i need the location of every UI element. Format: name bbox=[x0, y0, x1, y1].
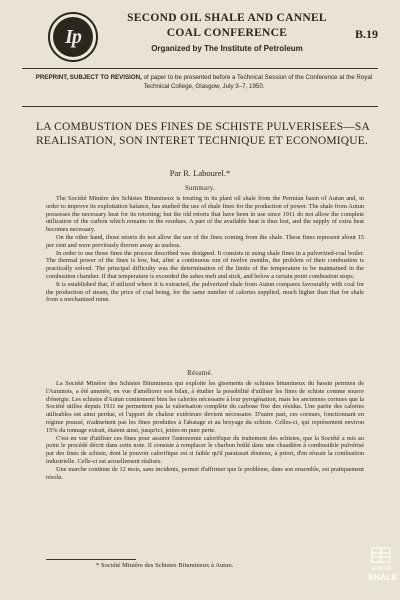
paper-code: B.19 bbox=[354, 27, 378, 41]
summary-paragraph: It is established that, if utilized where it is extracted, the pulverized shale from Autun compares favourably with coal for the production of steam, the price of coal being, for the same number of calories supplied, much higher than that for shale from a mechanized mine. bbox=[46, 280, 364, 304]
preprint-text: of paper to be presented before a Technical Session of the Conference at the Royal Technical College, Glasgow, July 3–7, 1950. bbox=[141, 74, 373, 91]
article-title: LA COMBUSTION DES FINES DE SCHISTE PULVERISEES—SA REALISATION, SON INTERET TECHNIQUE ET ECONOMIQUE. bbox=[36, 121, 370, 147]
footnote: * Société Minière des Schistes Bitumineux à Autun. bbox=[96, 562, 234, 569]
resume-paragraph: La Société Minière des Schistes Bitumineux qui exploite les gisements de schistes bitumineux du bassin permien de l'Autunois, a été amenée, en vue d'améliorer son bilan, à étudier la possibilité d'utiliser les fines de schiste comme source d'énergie. Les schistes d'Autun contiennent bien les calories nécessaire à leur pyrogénation, mais les anciennes cornues que la Société utilise depuis 1911 ne permettent pas la valorisation complète du carbone fixe des résidus. Une partie des calories utilisables est ainsi perdue, et l'apport de chaleur extérieure devient nécessaire. D'autre part, ces cornues, fonctionnant en régime poussé, n'admettent pas les fines produites à l'abatage et au broyage du schiste. Celles-ci, qui représentent environ 15% du tonnage extrait, étaient ainsi, jusqu'ici, jetées en pure perte. bbox=[46, 380, 364, 434]
shale-logo-icon bbox=[368, 546, 394, 564]
summary-paragraph: In order to use those fines the process described was designed. It consists in using shale fines in a pulverized-coal boiler. The thermal power of the fines is low, but, after a continuous run of twelve months, the problem of their combustion is practically solved. The principal difficulty was the determination of the limits of the temperature to be maintained in the combustion chamber. If that temperature is exceeded the ashes melt and stick, and below a certain point combustion stops. bbox=[46, 249, 364, 280]
institute-of-petroleum-logo bbox=[48, 12, 98, 62]
scottish-shale-watermark bbox=[368, 546, 398, 594]
preprint-divider bbox=[22, 106, 378, 107]
watermark-line2: SHALE bbox=[368, 573, 398, 582]
resume-paragraph: C'est en vue d'utiliser ces fines pour assurer l'autonomie calorifique du traitement des schistes, que la Société a mis au point le procédé décrit dans cette note. Il consiste à remplacer le charbon brûlé dans une chaudière à combustible pulvérisé par des fines de schiste, dont le pouvoir calorifique est si faible qu'il paraissait douteux, à priori, d'en réussir la combustion industrielle. Celle-ci est actuellement réalisée. bbox=[46, 434, 364, 465]
footnote-divider bbox=[46, 559, 136, 560]
summary-heading: Summary. bbox=[184, 185, 216, 192]
summary-body bbox=[46, 195, 364, 304]
organizer-line: Organized by The Institute of Petroleum bbox=[151, 44, 303, 53]
header-divider bbox=[22, 68, 378, 69]
resume-heading: Résumé. bbox=[187, 370, 213, 377]
summary-paragraph: The Société Minière des Schistes Bitumineux is treating in its plant oil shale from the Permian basin of Autun and, in order to improve its exploitation balance, has studied the use of shale fines for the production of power. The shale from Autun possesses the necessary heat for its retorting; but the old retorts that have been in use since 1911 do not allow the complete utilization of the carbon which remains in the residues. A part of the available heat is thus lost, and the supply of extra heat becomes necessary. bbox=[46, 195, 364, 234]
conference-title-line1: SECOND OIL SHALE AND CANNEL bbox=[127, 12, 327, 24]
summary-paragraph: On the other hand, those retorts do not allow the use of the fines coming from the shale. These fines represent about 15 per cent and were previously thrown away as useless. bbox=[46, 233, 364, 249]
preprint-notice bbox=[34, 73, 374, 91]
conference-title-line2: COAL CONFERENCE bbox=[166, 27, 288, 39]
resume-body bbox=[46, 380, 364, 481]
author-line: Par R. Labourel.* bbox=[169, 168, 231, 178]
watermark-line1: scottish bbox=[370, 566, 392, 572]
preprint-lead: PREPRINT, SUBJECT TO REVISION, bbox=[35, 74, 142, 81]
resume-paragraph: Une marche continue de 12 mois, sans incidents, permet d'affirmer que le problème, dans son ensemble, est pratiquement résolu. bbox=[46, 465, 364, 481]
logo-monogram: Ip bbox=[65, 25, 81, 48]
